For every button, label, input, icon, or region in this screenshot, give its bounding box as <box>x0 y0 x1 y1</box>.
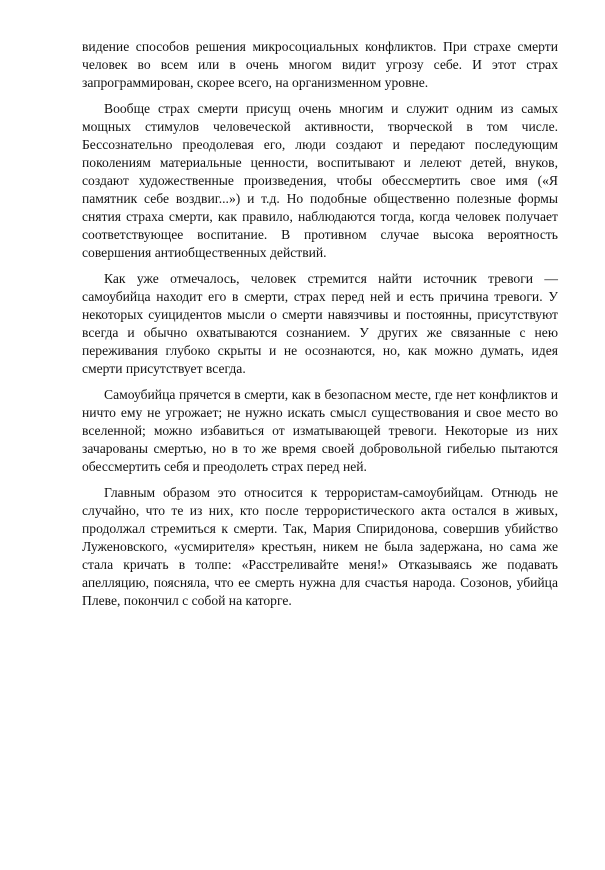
paragraph-2: Вообще страх смерти присущ очень многим и служит одним из самых мощных стимулов человеческой активности, творческой в том числе. Бессознательно преодолевая его, люди создают и передают последующим поколениям материальные ценности, воспитывают и лелеют детей, внуков, создают художественные произведения, чтобы обессмертить свое имя («Я памятник себе воздвиг...») и т.д. Но подобные общественно полезные формы снятия страха смерти, как правило, наблюдаются тогда, когда человек получает соответствующее воспитание. В противном случае высока вероятность совершения антиобщественных действий. <box>82 101 558 260</box>
paragraph-1: видение способов решения микросоциальных конфликтов. При страхе смерти человек во всем или в очень многом видит угрозу себе. И этот страх запрограммирован, скорее всего, на организменном уровне. <box>82 39 558 90</box>
document-page <box>82 38 558 618</box>
paragraph-4: Самоубийца прячется в смерти, как в безопасном месте, где нет конфликтов и ничто ему не угрожает; не нужно искать смысл существования и свое место во вселенной; можно избавиться от изматывающей тревоги. Некоторые из них зачарованы смертью, но в то же время своей добровольной гибелью пытаются обессмертить себя и преодолеть страх перед ней. <box>82 387 558 474</box>
paragraph-3: Как уже отмечалось, человек стремится найти источник тревоги — самоубийца находит его в смерти, страх перед ней и есть причина тревоги. У некоторых суицидентов мысли о смерти навязчивы и постоянны, присутствуют всегда и обычно охватываются сознанием. У других же связанные с нею переживания глубоко скрыты и не осознаются, но, как можно думать, идея смерти присутствует всегда. <box>82 271 558 376</box>
paragraph-5: Главным образом это относится к террористам-самоубийцам. Отнюдь не случайно, что те из них, кто после террористического акта остался в живых, продолжал стремиться к смерти. Так, Мария Спиридонова, совершив убийство Луженовского, «усмирителя» крестьян, никем не была задержана, но сама же стала кричать в толпе: «Расстреливайте меня!» Отказываясь же подавать апелляцию, поясняла, что ее смерть нужна для счастья народа. Созонов, убийца Плеве, покончил с собой на каторге. <box>82 485 558 608</box>
